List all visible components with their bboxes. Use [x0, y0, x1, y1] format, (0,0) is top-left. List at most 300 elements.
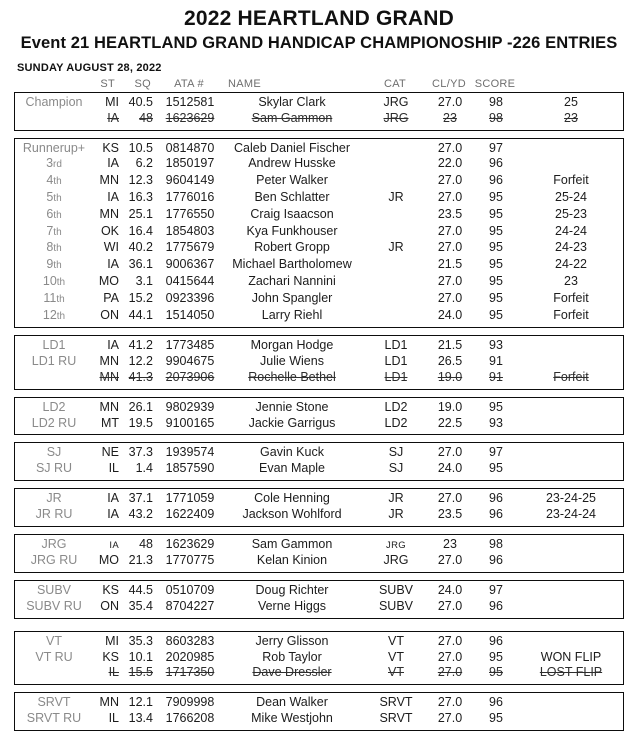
shooter-name-cell: Rochelle Bethel [248, 369, 336, 384]
class-yardage-cell: 27.0 [437, 95, 463, 109]
category-cell: VT [388, 633, 404, 648]
result-row [15, 650, 623, 666]
score-cell: 96 [489, 598, 503, 613]
place-cell: 10th [42, 273, 66, 288]
squad-cell: 48 [139, 110, 153, 125]
place-cell: Champion [25, 95, 83, 109]
class-yardage-cell: 23 [443, 536, 457, 551]
ata-number-cell: 1623629 [165, 536, 215, 551]
class-yardage-cell: 27.0 [437, 140, 463, 155]
ata-number-cell: 1623629 [165, 110, 215, 125]
result-row [15, 599, 623, 615]
score-cell: 97 [489, 583, 503, 598]
squad-cell: 37.1 [128, 490, 153, 505]
result-row [15, 491, 623, 507]
results-block [14, 692, 624, 731]
result-row [15, 537, 623, 554]
shooter-name-cell: Julie Wiens [260, 354, 324, 369]
shooter-name-cell: Morgan Hodge [250, 338, 334, 353]
result-row [15, 400, 623, 416]
shooter-name-cell: Sam Gammon [251, 536, 333, 551]
shooter-name-cell: Ben Schlatter [254, 189, 330, 204]
class-yardage-cell: 27.0 [437, 223, 463, 238]
place-cell: LD2 [42, 399, 66, 414]
class-yardage-cell: 26.5 [437, 354, 463, 369]
shooter-name-cell: Zachari Nannini [248, 273, 336, 288]
squad-cell: 21.3 [128, 553, 153, 568]
score-cell: 91 [489, 369, 503, 384]
result-row [15, 156, 623, 173]
class-yardage-cell: 27.0 [437, 553, 463, 568]
result-row [15, 634, 623, 650]
squad-cell: 40.5 [128, 95, 153, 109]
score-cell: 96 [489, 156, 503, 171]
shooter-name-cell: Kelan Kinion [256, 553, 328, 568]
category-cell: JRG [383, 553, 409, 568]
ata-number-cell: 9904675 [165, 354, 215, 369]
shooter-name-cell: Jennie Stone [255, 399, 329, 414]
squad-cell: 36.1 [128, 257, 153, 272]
category-cell: SRVT [379, 695, 413, 710]
score-cell: 93 [489, 338, 503, 353]
place-cell: 4th [46, 173, 62, 188]
shooter-name-cell: Larry Riehl [261, 307, 323, 322]
class-yardage-cell: 21.5 [437, 257, 463, 272]
column-header-sq: SQ [134, 78, 151, 90]
state-cell: IL [108, 665, 119, 680]
score-cell: 96 [489, 633, 503, 648]
result-row [15, 95, 623, 111]
shooter-name-cell: Kya Funkhouser [246, 223, 338, 238]
squad-cell: 44.5 [128, 583, 153, 598]
squad-cell: 10.5 [128, 140, 153, 155]
state-cell: MN [99, 206, 119, 221]
state-cell: OK [100, 223, 119, 238]
ata-number-cell: 1512581 [165, 95, 215, 109]
place-cell: SJ [46, 445, 62, 460]
category-cell: SUBV [378, 598, 414, 613]
squad-cell: 40.2 [128, 240, 153, 255]
date-label: SUNDAY AUGUST 28, 2022 [17, 62, 162, 74]
class-yardage-cell: 27.0 [437, 273, 463, 288]
score-cell: 95 [489, 710, 503, 725]
carryover-cell: 25 [564, 95, 578, 109]
squad-cell: 41.3 [128, 369, 153, 384]
category-cell: VT [388, 665, 404, 680]
carryover-cell: 23-24-24 [545, 506, 597, 521]
score-cell: 97 [489, 445, 503, 460]
results-block [14, 92, 624, 131]
squad-cell: 44.1 [128, 307, 153, 322]
squad-cell: 10.1 [128, 649, 153, 664]
place-cell: 3rd [46, 156, 62, 171]
class-yardage-cell: 27.0 [437, 173, 463, 188]
shooter-name-cell: Gavin Kuck [260, 445, 324, 460]
carryover-cell: 25-23 [555, 206, 587, 221]
score-cell: 98 [489, 536, 503, 551]
results-block [14, 580, 624, 619]
class-yardage-cell: 27.0 [437, 290, 463, 305]
place-cell: JR RU [35, 506, 73, 521]
state-cell: NE [101, 445, 119, 460]
class-yardage-cell: 23.5 [437, 206, 463, 221]
result-row [15, 141, 623, 157]
score-cell: 95 [489, 399, 503, 414]
squad-cell: 12.2 [128, 354, 153, 369]
shooter-name-cell: Skylar Clark [258, 95, 326, 109]
ata-number-cell: 0923396 [165, 290, 215, 305]
score-cell: 96 [489, 695, 503, 710]
ata-number-cell: 1766208 [165, 710, 215, 725]
shooter-name-cell: Peter Walker [256, 173, 328, 188]
state-cell: IA [107, 110, 119, 125]
class-yardage-cell: 23 [443, 110, 457, 125]
result-row [15, 308, 623, 325]
result-row [15, 445, 623, 461]
score-cell: 95 [489, 649, 503, 664]
place-cell: SUBV RU [26, 598, 82, 613]
ata-number-cell: 7909998 [165, 695, 215, 710]
score-cell: 96 [489, 490, 503, 505]
shooter-name-cell: Jackie Garrigus [248, 415, 336, 430]
result-row [15, 338, 623, 354]
result-row [15, 257, 623, 274]
result-row [15, 111, 623, 127]
ata-number-cell: 9802939 [165, 399, 215, 414]
score-cell: 95 [489, 290, 503, 305]
class-yardage-cell: 22.0 [437, 156, 463, 171]
score-cell: 95 [489, 273, 503, 288]
shooter-name-cell: Rob Taylor [262, 649, 322, 664]
squad-cell: 15.5 [128, 665, 153, 680]
page-title: 2022 HEARTLAND GRAND [183, 7, 455, 30]
results-block [14, 534, 624, 574]
state-cell: KS [102, 140, 119, 155]
ata-number-cell: 1857590 [165, 461, 215, 476]
category-cell: JR [388, 490, 404, 505]
place-cell: SJ RU [35, 461, 73, 476]
place-cell: VT [46, 633, 62, 648]
place-cell: JRG [41, 536, 67, 551]
result-row [15, 291, 623, 308]
ata-number-cell: 0814870 [165, 140, 215, 155]
state-cell: MT [100, 415, 119, 430]
carryover-cell: Forfeit [553, 290, 589, 305]
carryover-cell: LOST FLIP [539, 665, 603, 680]
category-cell: SUBV [378, 583, 414, 598]
place-cell: LD1 [42, 338, 66, 353]
squad-cell: 12.3 [128, 173, 153, 188]
state-cell: MN [99, 695, 119, 710]
class-yardage-cell: 27.0 [437, 649, 463, 664]
class-yardage-cell: 19.0 [437, 399, 463, 414]
squad-cell: 1.4 [135, 461, 153, 476]
results-block [14, 138, 624, 329]
shooter-name-cell: Robert Gropp [254, 240, 330, 255]
score-cell: 93 [489, 415, 503, 430]
category-cell: SJ [388, 461, 404, 476]
shooter-name-cell: Jerry Glisson [255, 633, 329, 648]
column-header-ata: ATA # [174, 78, 204, 90]
class-yardage-cell: 24.0 [437, 307, 463, 322]
result-row [15, 461, 623, 477]
shooter-name-cell: Dave Dressler [252, 665, 332, 680]
place-cell: LD2 RU [31, 415, 77, 430]
score-cell: 98 [489, 110, 503, 125]
shooter-name-cell: Doug Richter [255, 583, 329, 598]
ata-number-cell: 1773485 [165, 338, 215, 353]
ata-number-cell: 1514050 [165, 307, 215, 322]
results-block [14, 631, 624, 685]
score-cell: 91 [489, 354, 503, 369]
column-header-row [14, 78, 624, 90]
carryover-cell: 23-24-25 [545, 490, 597, 505]
ata-number-cell: 8704227 [165, 598, 215, 613]
carryover-cell: 23 [564, 110, 578, 125]
class-yardage-cell: 24.0 [437, 583, 463, 598]
event-subtitle: Event 21 HEARTLAND GRAND HANDICAP CHAMPIONOSHIP -226 ENTRIES [20, 34, 618, 52]
class-yardage-cell: 27.0 [437, 445, 463, 460]
state-cell: MN [99, 173, 119, 188]
score-cell: 95 [489, 189, 503, 204]
state-cell: KS [102, 649, 119, 664]
category-cell: JRG [383, 110, 409, 125]
column-header-name: NAME [228, 78, 261, 90]
result-row [15, 665, 623, 681]
squad-cell: 6.2 [135, 156, 153, 171]
score-cell: 96 [489, 553, 503, 568]
shooter-name-cell: Mike Westjohn [251, 710, 333, 725]
state-cell: IA [107, 490, 119, 505]
ata-number-cell: 1771059 [165, 490, 215, 505]
squad-cell: 25.1 [128, 206, 153, 221]
squad-cell: 16.4 [128, 223, 153, 238]
class-yardage-cell: 21.5 [437, 338, 463, 353]
carryover-cell: 24-23 [555, 240, 587, 255]
place-cell: 6th [46, 206, 62, 221]
place-cell: LD1 RU [31, 354, 77, 369]
state-cell: MN [99, 369, 119, 384]
result-row [15, 224, 623, 241]
state-cell: IA [107, 338, 119, 353]
column-header-clyd: CL/YD [432, 78, 466, 90]
place-cell: 8th [46, 240, 62, 255]
shooter-name-cell: Caleb Daniel Fischer [233, 140, 351, 155]
shooter-name-cell: Andrew Husske [248, 156, 336, 171]
place-cell: VT RU [35, 649, 73, 664]
squad-cell: 26.1 [128, 399, 153, 414]
category-cell: SJ [388, 445, 404, 460]
result-row [15, 711, 623, 727]
squad-cell: 41.2 [128, 338, 153, 353]
state-cell: IA [107, 506, 119, 521]
shooter-name-cell: Jackson Wohlford [242, 506, 342, 521]
result-row [15, 370, 623, 386]
category-cell: JRG [383, 95, 409, 109]
class-yardage-cell: 22.5 [437, 415, 463, 430]
squad-cell: 35.4 [128, 598, 153, 613]
result-row [15, 190, 623, 207]
class-yardage-cell: 27.0 [437, 695, 463, 710]
category-cell: LD1 [384, 338, 408, 353]
state-cell: MO [98, 273, 119, 288]
result-row [15, 274, 623, 291]
score-cell: 95 [489, 240, 503, 255]
category-cell: JR [388, 189, 404, 204]
results-block [14, 397, 624, 436]
score-cell: 95 [489, 461, 503, 476]
squad-cell: 19.5 [128, 415, 153, 430]
category-cell: JRG [386, 539, 406, 551]
score-cell: 96 [489, 173, 503, 188]
category-cell: JR [388, 506, 404, 521]
state-cell: KS [102, 583, 119, 598]
score-cell: 95 [489, 665, 503, 680]
ata-number-cell: 1775679 [165, 240, 215, 255]
ata-number-cell: 9604149 [165, 173, 215, 188]
score-cell: 98 [489, 95, 503, 109]
column-header-cat: CAT [383, 78, 407, 90]
result-row [15, 553, 623, 569]
column-header-score: SCORE [474, 78, 516, 90]
result-row [15, 416, 623, 432]
carryover-cell: Forfeit [553, 307, 589, 322]
place-cell: Runnerup+ [22, 140, 86, 155]
result-row [15, 240, 623, 257]
class-yardage-cell: 27.0 [437, 665, 463, 680]
class-yardage-cell: 27.0 [437, 633, 463, 648]
shooter-name-cell: Evan Maple [258, 461, 325, 476]
result-blocks [14, 92, 624, 731]
ata-number-cell: 1717350 [165, 665, 215, 680]
squad-cell: 15.2 [128, 290, 153, 305]
state-cell: IL [108, 710, 119, 725]
category-cell: JR [388, 240, 404, 255]
ata-number-cell: 1854803 [165, 223, 215, 238]
column-header-st: ST [100, 78, 115, 90]
carryover-cell: 25-24 [555, 189, 587, 204]
carryover-cell: 24-24 [555, 223, 587, 238]
class-yardage-cell: 27.0 [437, 490, 463, 505]
ata-number-cell: 9100165 [165, 415, 215, 430]
score-cell: 95 [489, 307, 503, 322]
shooter-name-cell: Verne Higgs [257, 598, 327, 613]
state-cell: MN [99, 354, 119, 369]
result-row [15, 695, 623, 711]
shooter-name-cell: Craig Isaacson [250, 206, 334, 221]
ata-number-cell: 1622409 [165, 506, 215, 521]
squad-cell: 48 [139, 536, 153, 551]
class-yardage-cell: 23.5 [437, 506, 463, 521]
score-cell: 95 [489, 257, 503, 272]
result-row [15, 207, 623, 224]
ata-number-cell: 1776016 [165, 189, 215, 204]
shooter-name-cell: Michael Bartholomew [232, 257, 352, 272]
ata-number-cell: 1850197 [165, 156, 215, 171]
results-block [14, 488, 624, 527]
ata-number-cell: 8603283 [165, 633, 215, 648]
state-cell: IA [107, 189, 119, 204]
place-cell: 9th [46, 257, 62, 272]
result-row [15, 583, 623, 599]
result-row [15, 173, 623, 190]
squad-cell: 13.4 [128, 710, 153, 725]
place-cell: JR [46, 490, 62, 505]
results-block [14, 442, 624, 481]
ata-number-cell: 9006367 [165, 257, 215, 272]
state-cell: MO [98, 553, 119, 568]
place-cell: 11th [43, 290, 65, 305]
ata-number-cell: 0415644 [165, 273, 215, 288]
squad-cell: 12.1 [128, 695, 153, 710]
squad-cell: 35.3 [128, 633, 153, 648]
state-cell: IL [108, 461, 119, 476]
ata-number-cell: 1776550 [165, 206, 215, 221]
place-cell: 5th [46, 189, 62, 204]
class-yardage-cell: 19.0 [437, 369, 463, 384]
class-yardage-cell: 27.0 [437, 598, 463, 613]
state-cell: IA [107, 156, 119, 171]
score-cell: 96 [489, 506, 503, 521]
state-cell: ON [100, 598, 119, 613]
class-yardage-cell: 27.0 [437, 240, 463, 255]
ata-number-cell: 1770775 [165, 553, 215, 568]
carryover-cell: Forfeit [553, 173, 589, 188]
place-cell: SUBV [36, 583, 72, 598]
result-row [15, 354, 623, 370]
ata-number-cell: 2020985 [165, 649, 215, 664]
squad-cell: 37.3 [128, 445, 153, 460]
category-cell: VT [388, 649, 404, 664]
place-cell: SRVT RU [26, 710, 82, 725]
shooter-name-cell: Dean Walker [256, 695, 328, 710]
class-yardage-cell: 27.0 [437, 189, 463, 204]
shooter-name-cell: Sam Gammon [251, 110, 333, 125]
shooter-name-cell: Cole Henning [254, 490, 330, 505]
shooter-name-cell: John Spangler [251, 290, 333, 305]
score-cell: 97 [489, 140, 503, 155]
state-cell: IA [109, 539, 119, 551]
carryover-cell: 23 [564, 273, 578, 288]
results-sheet [14, 78, 624, 731]
squad-cell: 16.3 [128, 189, 153, 204]
state-cell: WI [103, 240, 119, 255]
state-cell: PA [103, 290, 119, 305]
score-cell: 95 [489, 206, 503, 221]
class-yardage-cell: 24.0 [437, 461, 463, 476]
category-cell: LD1 [384, 354, 408, 369]
state-cell: ON [100, 307, 119, 322]
state-cell: MI [105, 95, 119, 109]
squad-cell: 3.1 [135, 273, 153, 288]
carryover-cell: Forfeit [553, 369, 589, 384]
squad-cell: 43.2 [128, 506, 153, 521]
ata-number-cell: 1939574 [165, 445, 215, 460]
category-cell: SRVT [379, 710, 413, 725]
place-cell: JRG RU [30, 553, 78, 568]
place-cell: SRVT [37, 695, 71, 710]
state-cell: MI [105, 633, 119, 648]
place-cell: 7th [46, 223, 62, 238]
category-cell: LD2 [384, 415, 408, 430]
ata-number-cell: 0510709 [165, 583, 215, 598]
ata-number-cell: 2073906 [165, 369, 215, 384]
carryover-cell: WON FLIP [540, 649, 602, 664]
score-cell: 95 [489, 223, 503, 238]
class-yardage-cell: 27.0 [437, 710, 463, 725]
category-cell: LD1 [384, 369, 408, 384]
state-cell: MN [99, 399, 119, 414]
